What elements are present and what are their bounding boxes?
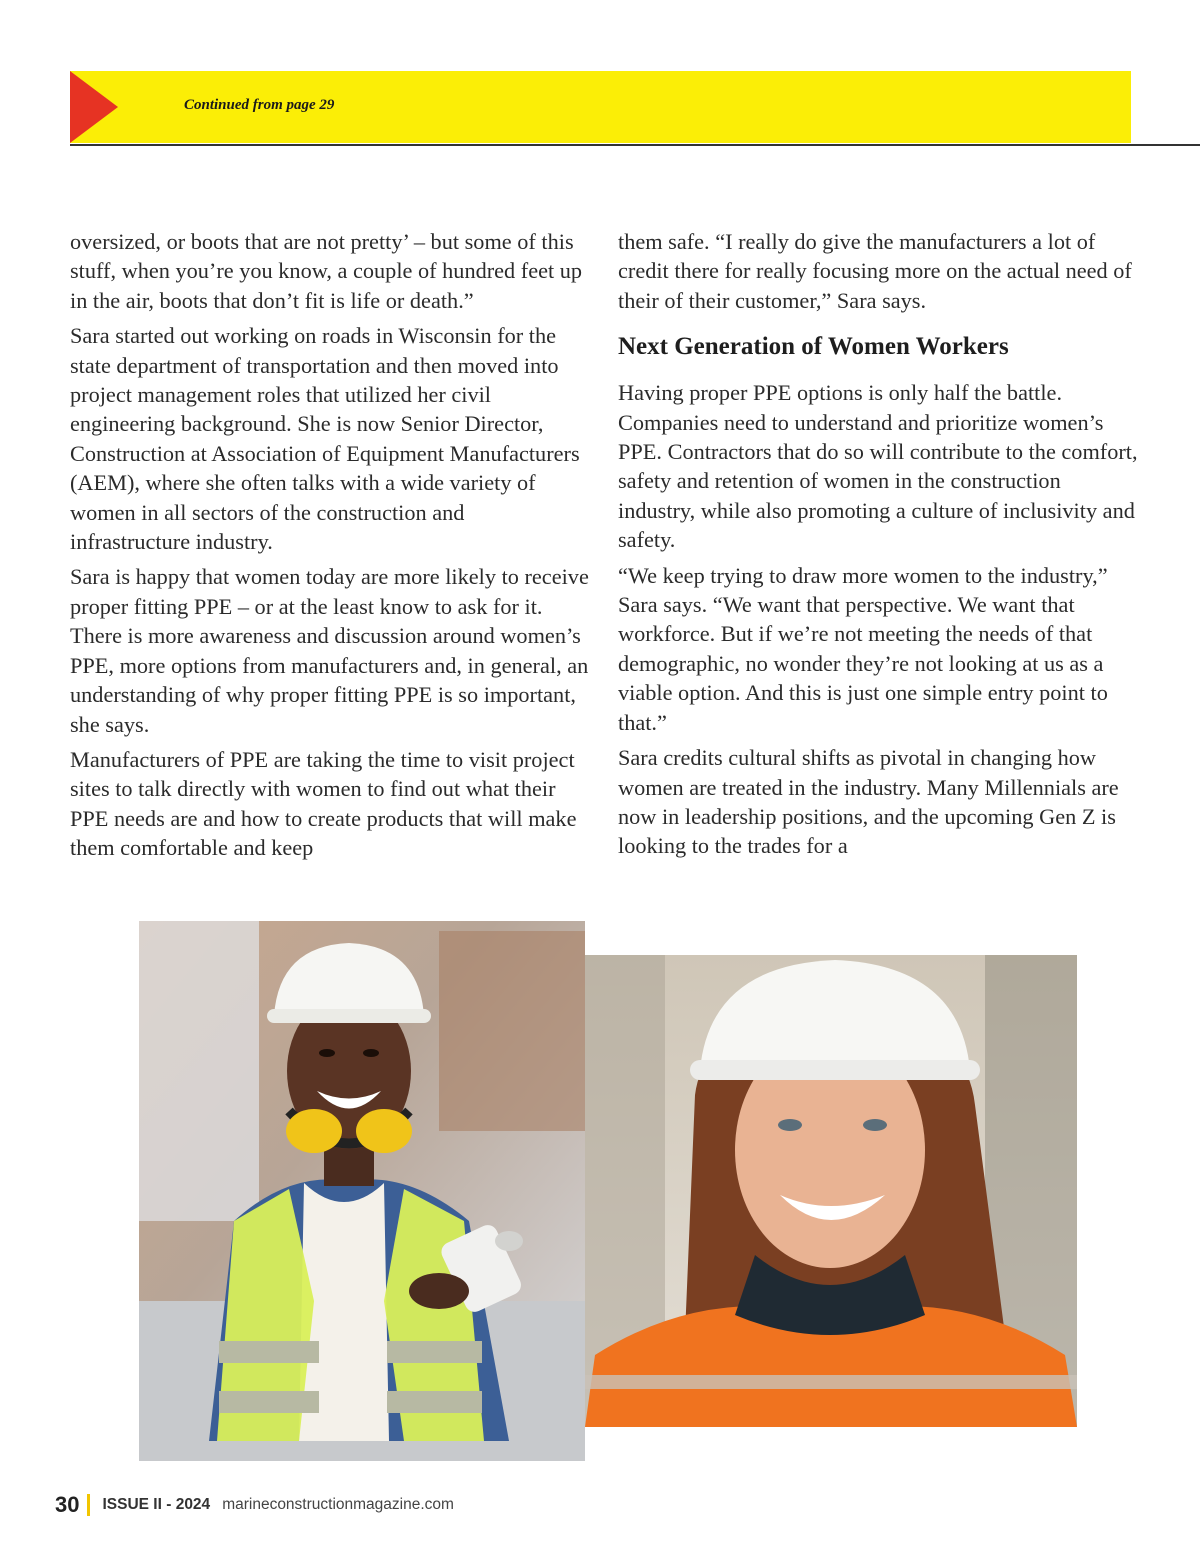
body-paragraph: Sara credits cultural shifts as pivotal in changing how women are treated in the industry. Many Millennials are now in leadership positions, and the upcoming Gen Z is looking to the trades for a	[618, 745, 1119, 859]
body-paragraph: “We keep trying to draw more women to the industry,” Sara says. “We want that perspective. We want that workforce. But if we’re not meeting the needs of that demographic, no wonder they’re not looking at us as a viable option. And this is just one simple entry point to that.”	[618, 562, 1108, 735]
photo-worker-orange-jacket	[585, 955, 1077, 1427]
body-paragraph: Sara is happy that women today are more likely to receive proper fitting PPE – or at the least know to ask for it. There is more awareness and discussion around women’s PPE, more options from manufacturers and, in general, an understanding of why proper fitting PPE is so important, she says.	[70, 564, 589, 737]
continued-from-label: Continued from page 29	[184, 97, 335, 113]
red-arrow-icon	[70, 71, 118, 143]
page-number: 30	[55, 1492, 80, 1517]
left-column	[70, 227, 590, 869]
body-paragraph: Sara started out working on roads in Wisconsin for the state department of transportation and then moved into project management roles that utilized her civil engineering background. She is now Senior Director, Construction at Association of Equipment Manufacturers (AEM), where she often talks with a wide variety of women in all sectors of the construction and infrastructure industry.	[70, 323, 580, 555]
continued-banner	[70, 71, 1131, 143]
page-footer	[55, 1490, 454, 1520]
right-column	[618, 227, 1138, 867]
body-paragraph: them safe. “I really do give the manufacturers a lot of credit there for really focusing more on the actual need of their of their customer,” Sara says.	[618, 229, 1132, 313]
body-paragraph: oversized, or boots that are not pretty’ – but some of this stuff, when you’re you know, a couple of hundred feet up in the air, boots that don’t fit is life or death.”	[70, 229, 583, 313]
issue-label: ISSUE II - 2024	[102, 1496, 211, 1513]
header-rule	[70, 144, 1200, 146]
photo-worker-hardhat-vest	[139, 921, 585, 1461]
section-heading: Next Generation of Women Workers	[618, 333, 1009, 361]
website-link[interactable]: marineconstructionmagazine.com	[222, 1496, 454, 1513]
body-paragraph: Manufacturers of PPE are taking the time to visit project sites to talk directly with women to find out what their PPE needs are and how to create products that will make them comfortable and keep	[70, 746, 577, 861]
body-paragraph: Having proper PPE options is only half the battle. Companies need to understand and prioritize women’s PPE. Contractors that do so will contribute to the comfort, safety and retention of women in the construction industry, while also promoting a culture of inclusivity and safety.	[618, 380, 1138, 553]
footer-separator	[87, 1494, 90, 1516]
